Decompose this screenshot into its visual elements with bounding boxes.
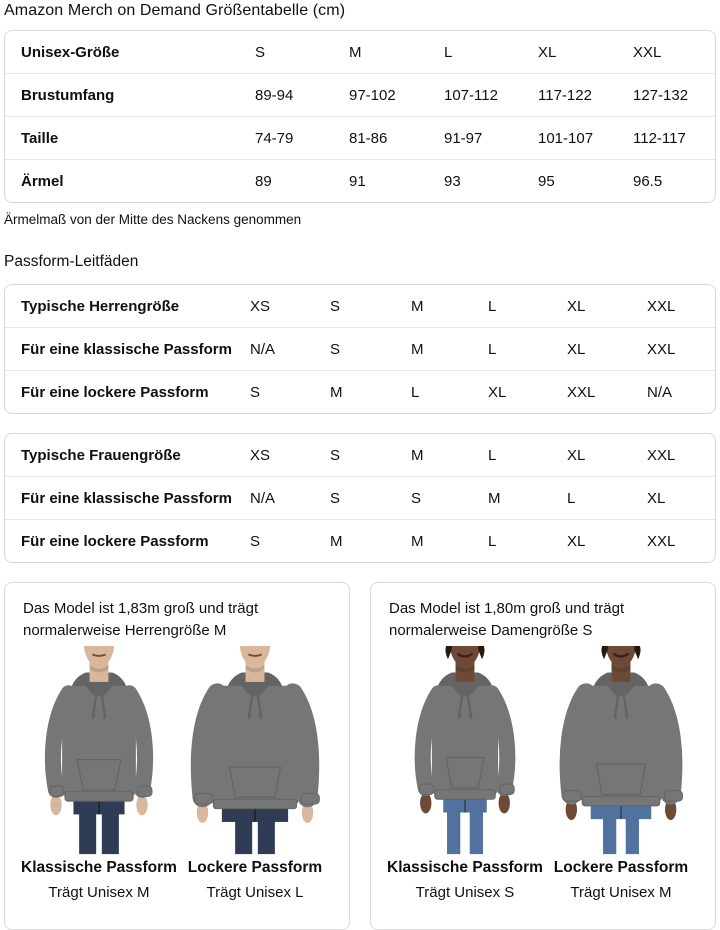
loose-fit-figure [543,646,699,901]
loose-fit-figure [177,646,333,901]
figure-pair [21,646,333,901]
table-row [5,327,715,370]
size-cell: L [488,446,497,464]
measure-cell: 91-97 [444,116,538,159]
size-cell: XXL [647,327,715,370]
size-caption: Trägt Unisex M [48,883,150,901]
size-cell: S [411,476,488,519]
size-cell: S [330,297,341,315]
measure-cell: 96.5 [633,159,715,202]
measure-cell: 89-94 [255,73,349,116]
row-label: Typische Herrengröße [21,297,180,315]
unisex-size-table [4,30,716,203]
size-cell: XXL [647,519,715,562]
row-label: Taille [5,116,255,159]
size-cell: XL [567,519,647,562]
fit-caption: Klassische Passform [387,858,543,876]
measure-cell: 112-117 [633,116,715,159]
size-cell: XS [250,446,271,464]
size-cell: S [330,476,411,519]
measure-cell: 127-132 [633,73,715,116]
measure-cell: 101-107 [538,116,633,159]
sleeve-measurement-note: Ärmelmaß von der Mitte des Nackens genommen [4,212,302,227]
size-cell: L [488,327,567,370]
row-label: Für eine lockere Passform [5,370,250,413]
table-row [5,370,715,413]
size-cell: XL [567,297,586,315]
size-caption: Trägt Unisex L [206,883,304,901]
size-cell: XXL [647,297,676,315]
size-cell: XXL [633,43,662,61]
measure-cell: 74-79 [255,116,349,159]
model-photo-classic-fit [21,646,177,856]
row-label: Für eine lockere Passform [5,519,250,562]
size-cell: M [349,43,362,61]
table-row [5,73,715,116]
model-description: Das Model ist 1,80m groß und trägt normalerweise Damengröße S [389,600,625,639]
measure-cell: 117-122 [538,73,633,116]
row-label: Für eine klassische Passform [5,327,250,370]
table-row [5,285,715,327]
row-label: Brustumfang [5,73,255,116]
page-title: Amazon Merch on Demand Größentabelle (cm) [4,2,346,19]
fit-caption: Lockere Passform [187,858,323,876]
table-row [5,31,715,73]
size-cell: L [567,476,647,519]
size-cell: M [411,327,488,370]
size-caption: Trägt Unisex M [570,883,672,901]
size-cell: S [250,370,330,413]
size-cell: M [411,297,424,315]
measure-cell: 107-112 [444,73,538,116]
size-cell: XL [567,446,586,464]
size-cell: M [411,446,424,464]
size-cell: S [330,446,341,464]
fit-caption: Lockere Passform [553,858,689,876]
measure-cell: 97-102 [349,73,444,116]
female-model-card [370,582,716,930]
size-cell: L [444,43,453,61]
size-cell: XXL [647,446,676,464]
fit-guides-heading: Passform-Leitfäden [4,253,139,270]
measure-cell: 93 [444,159,538,202]
table-row [5,116,715,159]
size-cell: M [330,519,411,562]
fit-caption: Klassische Passform [21,858,177,876]
classic-fit-figure [387,646,543,901]
men-fit-table [4,284,716,414]
size-caption: Trägt Unisex S [415,883,515,901]
row-label: Für eine klassische Passform [5,476,250,519]
size-cell: N/A [647,370,715,413]
model-photo-loose-fit [177,646,333,856]
size-cell: S [250,519,330,562]
row-label: Unisex-Größe [21,43,120,61]
table-row [5,159,715,202]
male-model-card [4,582,350,930]
size-cell: N/A [250,476,330,519]
women-fit-table [4,433,716,563]
size-cell: M [411,519,488,562]
row-label: Ärmel [5,159,255,202]
size-cell: XL [567,327,647,370]
size-cell: XL [488,370,567,413]
table-row [5,434,715,476]
model-photo-loose-fit [543,646,699,856]
model-cards [4,582,716,930]
size-cell: S [255,43,266,61]
measure-cell: 81-86 [349,116,444,159]
row-label: Typische Frauengröße [21,446,181,464]
size-cell: XL [538,43,557,61]
size-cell: M [330,370,411,413]
measure-cell: 95 [538,159,633,202]
size-cell: L [488,519,567,562]
size-cell: XL [647,476,715,519]
model-description: Das Model ist 1,83m groß und trägt normalerweise Herrengröße M [23,600,259,639]
size-cell: L [488,297,497,315]
size-cell: L [411,370,488,413]
size-cell: N/A [250,327,330,370]
size-cell: XXL [567,370,647,413]
size-cell: M [488,476,567,519]
measure-cell: 89 [255,159,349,202]
measure-cell: 91 [349,159,444,202]
size-cell: S [330,327,411,370]
table-row [5,519,715,562]
figure-pair [387,646,699,901]
model-photo-classic-fit [387,646,543,856]
table-row [5,476,715,519]
size-cell: XS [250,297,271,315]
classic-fit-figure [21,646,177,901]
